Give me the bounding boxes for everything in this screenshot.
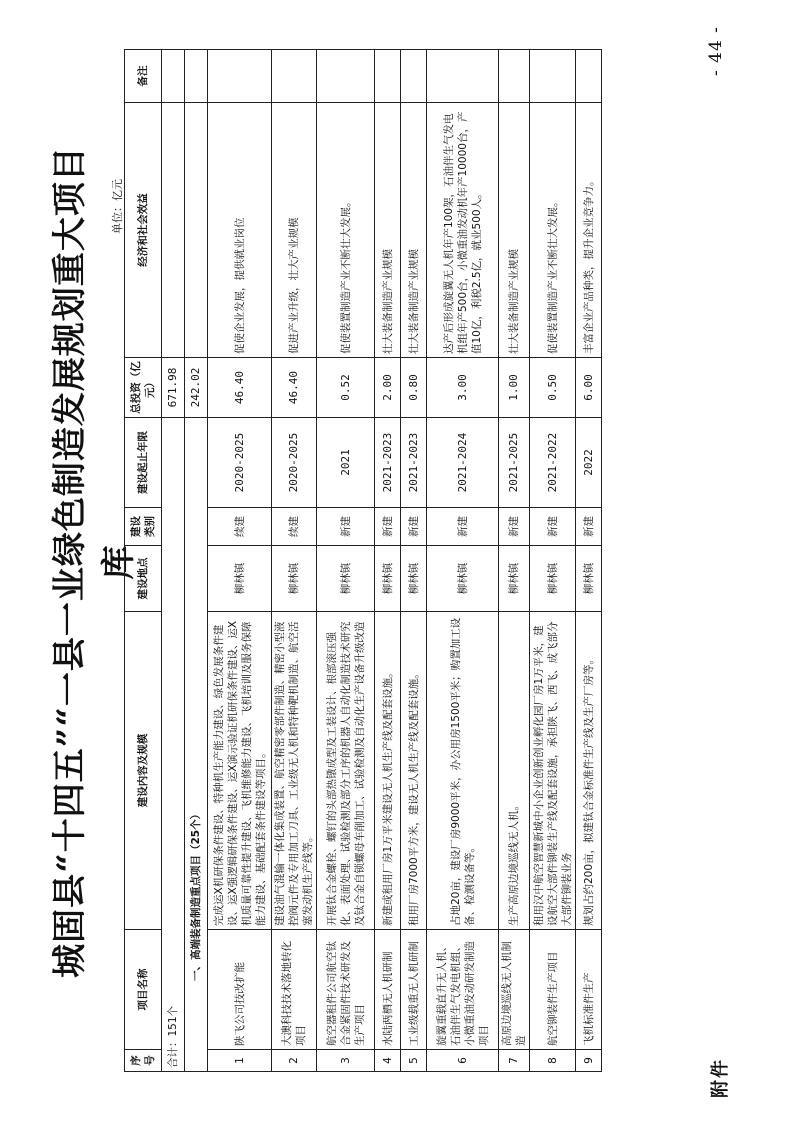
cell-content: 生产高原边境巡线无人机。 — [499, 612, 530, 930]
cell-benefit: 壮大装备制造产业规模 — [499, 103, 530, 358]
cell-investment: 0.80 — [401, 358, 427, 418]
cell-period: 2020-2025 — [208, 418, 272, 508]
cell-note — [530, 50, 576, 103]
header-period: 建设起止年限 — [125, 418, 162, 508]
cell-type: 续建 — [208, 508, 272, 546]
cell-investment: 0.50 — [530, 358, 576, 418]
table-row — [427, 50, 499, 1072]
header-seq: 序号 — [125, 1050, 162, 1072]
table-row — [401, 50, 427, 1072]
table-header-row — [125, 50, 162, 1072]
project-table — [124, 49, 602, 1072]
cell-content: 开展钛合金螺栓、螺钉的头部热镦成型及工装设计、根部滚压强化、表面处理、试验检测及部分工序的机器人自动化制造技术研究及钛合金自锁螺母车削加工、试验检测及自动化生产设备升级改造 — [317, 612, 375, 930]
cell-location: 柳林镇 — [427, 546, 499, 612]
cell-location: 柳林镇 — [499, 546, 530, 612]
cell-note — [317, 50, 375, 103]
cell-benefit: 壮大装备制造产业规模 — [401, 103, 427, 358]
cell-investment: 0.52 — [317, 358, 375, 418]
category-label: 一、高端装备制造重点项目（25个） — [185, 418, 208, 1072]
header-note: 备注 — [125, 50, 162, 103]
header-location: 建设地点 — [125, 546, 162, 612]
cell-benefit: 促使装置制造产业不断壮大发展。 — [317, 103, 375, 358]
cell-investment: 46.40 — [208, 358, 272, 418]
cell-investment: 1.00 — [499, 358, 530, 418]
cell-investment: 6.00 — [576, 358, 602, 418]
cell-type: 新建 — [576, 508, 602, 546]
cell-name: 高原边境巡线无人机制造 — [499, 930, 530, 1050]
cell-seq: 8 — [530, 1050, 576, 1072]
cell-name: 飞机标准件生产 — [576, 930, 602, 1050]
cell-note — [499, 50, 530, 103]
table-row — [272, 50, 317, 1072]
cell-benefit: 促使装置制造产业不断壮大发展。 — [530, 103, 576, 358]
category-investment: 242.02 — [185, 358, 208, 418]
cell-location: 柳林镇 — [208, 546, 272, 612]
cell-location: 柳林镇 — [530, 546, 576, 612]
page-number: - 44 - — [706, 26, 726, 76]
cell-benefit: 壮大装备制造产业规模 — [375, 103, 401, 358]
summary-row — [162, 50, 185, 1072]
cell-benefit: 促使企业发展，提供就业岗位 — [208, 103, 272, 358]
cell-type: 新建 — [401, 508, 427, 546]
cell-period: 2021-2024 — [427, 418, 499, 508]
category-row — [185, 50, 208, 1072]
cell-type: 新建 — [427, 508, 499, 546]
header-investment: 总投资（亿元） — [125, 358, 162, 418]
cell-note — [576, 50, 602, 103]
annex-label: 附件 — [710, 1058, 731, 1098]
cell-note — [272, 50, 317, 103]
cell-content: 完成运X机研保条件建设、特种机生产能力建设、绿色发展条件建设、运X强逻辑研保条件建设、运X演示验证机研保条件建设、运X机质量可靠性提升建设、飞机维修能力建设、飞机培训及服务保障能力建设、基础配套条件建设等项目。 — [208, 612, 272, 930]
cell-period: 2021-2022 — [530, 418, 576, 508]
cell-note — [375, 50, 401, 103]
cell-location: 柳林镇 — [375, 546, 401, 612]
cell-note — [427, 50, 499, 103]
cell-type: 新建 — [375, 508, 401, 546]
cell-type: 新建 — [499, 508, 530, 546]
cell-period: 2021-2023 — [401, 418, 427, 508]
table-row — [530, 50, 576, 1072]
header-type: 建设类别 — [125, 508, 162, 546]
cell-name: 水陆两栖无人机研制 — [375, 930, 401, 1050]
cell-location: 柳林镇 — [401, 546, 427, 612]
table-row — [375, 50, 401, 1072]
cell-name: 大澳科技技术落地转化项目 — [272, 930, 317, 1050]
cell-investment: 3.00 — [427, 358, 499, 418]
cell-name: 工业级载重无人机研制 — [401, 930, 427, 1050]
cell-content: 建设油气混输一体化集成装置、航空精密零部件制造、精密小型液控阀元件及专用加工刀具、工业级无人机和特种靶机制造、航空活塞发动机生产线等。 — [272, 612, 317, 930]
cell-name: 航空铆装件生产项目 — [530, 930, 576, 1050]
cell-seq: 5 — [401, 1050, 427, 1072]
cell-name: 航空器租件公司航空钛合金紧固件技术研发及生产项目 — [317, 930, 375, 1050]
cell-name: 陕飞公司技改扩能 — [208, 930, 272, 1050]
cell-type: 续建 — [272, 508, 317, 546]
cell-period: 2022 — [576, 418, 602, 508]
cell-content: 租用汉中航空智慧新城中小企业创新创业孵化园厂房1万平米，建设航空大部件铆装生产线及配套设施，承担陕飞、西飞、成飞部分大部件铆装业务 — [530, 612, 576, 930]
cell-investment: 2.00 — [375, 358, 401, 418]
cell-seq: 1 — [208, 1050, 272, 1072]
cell-benefit: 达产后形成旋翼无人机年产100架，石油伴生气发电机组年产500台，小微重油发动机年产10000台，产值10亿，利税2.5亿，就业500人。 — [427, 103, 499, 358]
cell-seq: 7 — [499, 1050, 530, 1072]
cell-seq: 9 — [576, 1050, 602, 1072]
page-title: 城固县“十四五”“一县一业绿色制造发展规划重大项目库 — [50, 146, 139, 978]
cell-location: 柳林镇 — [272, 546, 317, 612]
cell-content: 占地20亩，建设厂房9000平米，办公用房1500平米；购置加工设备、检测设备等。 — [427, 612, 499, 930]
cell-benefit: 促进产业升级，壮大产业规模 — [272, 103, 317, 358]
cell-benefit: 丰富企业产品种类，提升企业竞争力。 — [576, 103, 602, 358]
cell-period: 2021 — [317, 418, 375, 508]
cell-content: 规划占约200亩，拟建钛合金标准件生产线及生产厂房等。 — [576, 612, 602, 930]
cell-investment: 46.40 — [272, 358, 317, 418]
cell-content: 新建或租用厂房1万平米建设无人机生产线及配套设施。 — [375, 612, 401, 930]
cell-location: 柳林镇 — [576, 546, 602, 612]
header-name: 项目名称 — [125, 930, 162, 1050]
cell-note — [401, 50, 427, 103]
table-row — [499, 50, 530, 1072]
cell-period: 2021-2023 — [375, 418, 401, 508]
unit-label: 单位：亿元 — [111, 179, 124, 234]
cell-type: 新建 — [317, 508, 375, 546]
header-benefit: 经济和社会效益 — [125, 103, 162, 358]
cell-period: 2021-2025 — [499, 418, 530, 508]
cell-period: 2020-2025 — [272, 418, 317, 508]
cell-type: 新建 — [530, 508, 576, 546]
cell-content: 租用厂房7000平方米，建设无人机生产线及配套设施。 — [401, 612, 427, 930]
cell-seq: 4 — [375, 1050, 401, 1072]
cell-seq: 2 — [272, 1050, 317, 1072]
table-row — [576, 50, 602, 1072]
header-content: 建设内容及规模 — [125, 612, 162, 930]
cell-location: 柳林镇 — [317, 546, 375, 612]
cell-note — [208, 50, 272, 103]
table-row — [208, 50, 272, 1072]
cell-seq: 6 — [427, 1050, 499, 1072]
cell-seq: 3 — [317, 1050, 375, 1072]
table-row — [317, 50, 375, 1072]
cell-name: 旋翼重载直升无人机、石油伴生气发电机组、小微重油发动研发制造项目 — [427, 930, 499, 1050]
summary-label: 合计：151个 — [162, 418, 185, 1072]
summary-investment: 671.98 — [162, 358, 185, 418]
